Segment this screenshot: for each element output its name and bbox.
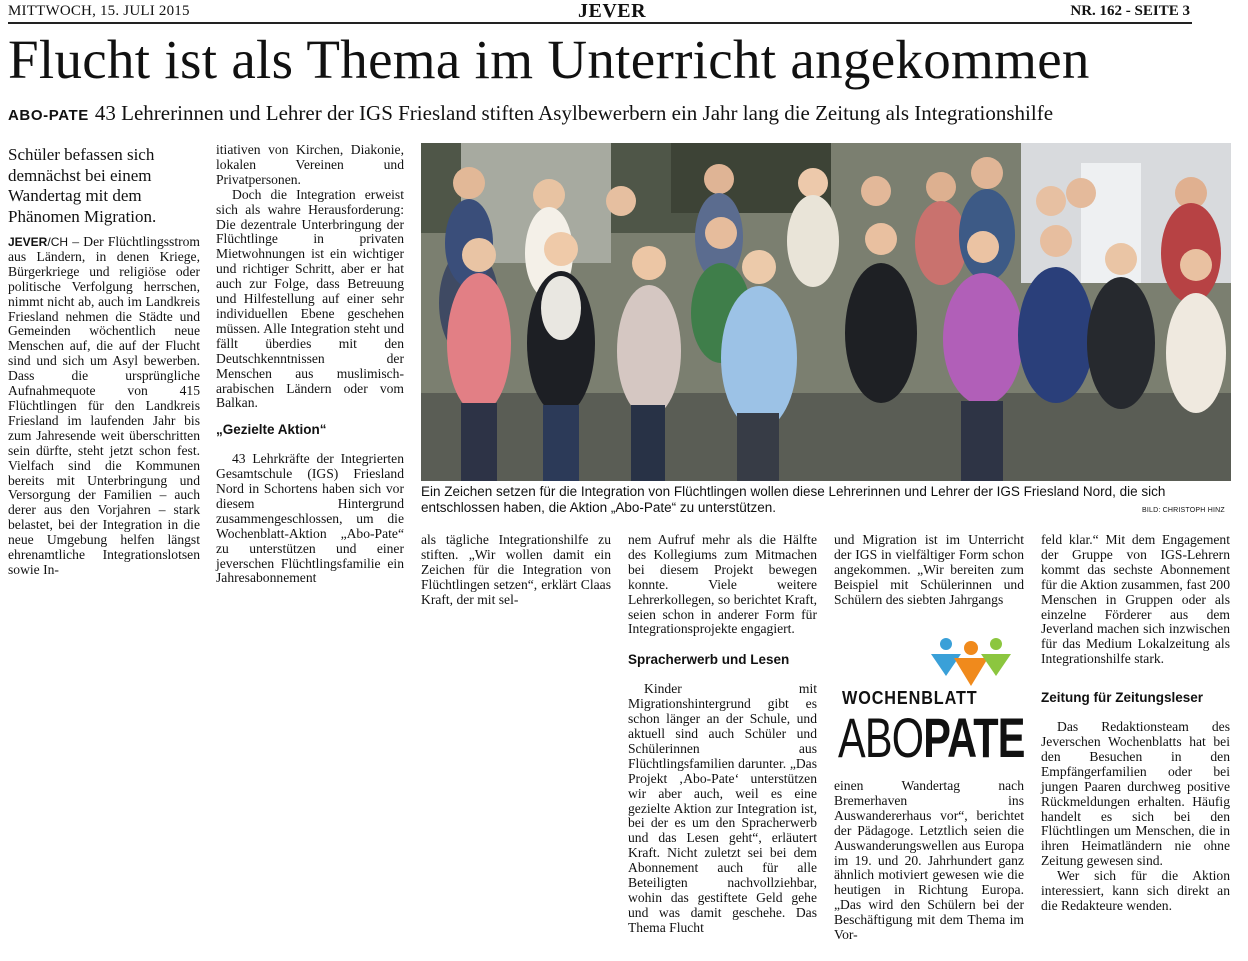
article-column-3 xyxy=(421,533,611,608)
subheading-gezielte-aktion: „Gezielte Aktion“ xyxy=(216,422,327,438)
logo-abo: ABO xyxy=(838,706,924,769)
photo-credit: BILD: CHRISTOPH HINZ xyxy=(1142,507,1225,514)
author-tag: /CH xyxy=(47,235,69,249)
subheading-spracherwerb: Spracherwerb und Lesen xyxy=(628,652,790,668)
col5-text-top: und Migration ist im Unterricht der IGS in vielfältiger Form schon angekommen. „Wir bereiten zum Beispiel mit Schülerinnen und Schülern des siebten Jahrgangs xyxy=(834,532,1024,607)
section-name: JEVER xyxy=(578,0,647,22)
col6-paragraph-3: Wer sich für die Aktion interessiert, kann sich direkt an die Redakteure wenden. xyxy=(1041,868,1230,913)
issue-date: MITTWOCH, 15. JULI 2015 xyxy=(8,3,190,19)
kicker: ABO-PATE xyxy=(8,107,89,124)
col3-text: als tägliche Integrationshilfe zu stiften. „Wir wollen damit ein Zeichen für die Integration von Flüchtlingen setzen“, erklärt Claas Kraft, der mit sel- xyxy=(421,532,611,607)
col4-paragraph-1: nem Aufruf mehr als die Hälfte des Kollegiums zum Mitmachen bei diesem Projekt bewegen konnte. Viele weitere Lehrerkollegen, so berichtet Kraft, seien schon in anderer Form für Integrationsprojekte engagiert. xyxy=(628,532,817,637)
article-column-4 xyxy=(628,533,817,936)
article-column-5-bottom xyxy=(834,779,1024,943)
article-column-5-top xyxy=(834,533,1024,608)
group-photo-illustration xyxy=(421,143,1231,481)
article-column-2 xyxy=(216,143,404,586)
abo-pate-logo xyxy=(836,636,1026,774)
col2-paragraph-3: 43 Lehrkräfte der Integrierten Gesamtschule (IGS) Friesland Nord in Schortens haben sich vor diesem Hintergrund zusammengeschlossen, um die Wochenblatt-Aktion „Abo-Pate“ zu unterstützen und einer jeverschen Flüchtlingsfamilie ein Jahresabonnement xyxy=(216,451,404,586)
teaser: Schüler befassen sich demnächst bei einem Wandertag mit dem Phänomen Migration. xyxy=(8,145,157,226)
subheadline-text: 43 Lehrerinnen und Lehrer der IGS Friesland stiften Asylbewerbern ein Jahr lang die Zeitung als Integrationshilfe xyxy=(94,101,1054,125)
page-number: NR. 162 - SEITE 3 xyxy=(1070,3,1190,19)
figures-icon xyxy=(836,636,1026,694)
article-column-1 xyxy=(8,235,200,578)
col6-paragraph-1: feld klar.“ Mit dem Engagement der Gruppe von IGS-Lehrern kommt das sechste Abonnement für die Aktion zusammen, fast 200 Menschen in Gruppen oder als einzelne Förderer aus dem Jeverland machen sich inzwischen für das Medium Lokalzeitung als Integrationshilfe stark. xyxy=(1041,532,1230,667)
logo-wordmark-small: WOCHENBLATT xyxy=(842,688,978,708)
col5-text-bottom: einen Wandertag nach Bremerhaven ins Auswandererhaus vor“, berichtet der Pädagoge. Letztlich seien die Auswanderungswellen aus Europa im 19. und 20. Jahrhundert ganz ähnlich motiviert gewesen wie die heutigen in Richtung Europa. „Das wird den Schülern bei der Beschäftigung mit dem Thema im Vor- xyxy=(834,778,1024,943)
group-photo xyxy=(421,143,1231,481)
col4-paragraph-2: Kinder mit Migrationshintergrund gibt es schon länger an der Schule, und aktuell sind auch Schüler und Schülerinnen aus Flüchtlingsfamilien darunter. „Das Projekt ‚Abo-Pate‘ unterstützen wir aber auch, weil es eine gezielte Aktion zur Integration ist, bei der es um den Spracherwerb und das Lesen geht“, erläutert Kraft. Nicht zuletzt sei bei dem Abonnement auch für alle Beteiligten nachvollziehbar, wohin das gestiftete Geld gehe und was damit geschehe. Das Thema Flucht xyxy=(628,681,817,935)
headline: Flucht ist als Thema im Unterricht angekommen xyxy=(8,29,1090,90)
col1-text: – Der Flüchtlingsstrom aus Ländern, in denen Kriege, Bürgerkriege und religiöse oder politische Verfolgung herrschen, nimmt nicht ab, auch im Landkreis Friesland nehmen die Städte und Gemeinden wöchentlich neue Menschen auf, die auf der Flucht sind und sich um Asyl bewerben. Dass die ursprüngliche Aufnahmequote von 415 Flüchtlingen für den Landkreis Friesland im laufenden Jahr bis zum Jahresende weit überschritten sein dürfte, steht jetzt schon fest. Vielfach sind die Kommunen bereits mit Unterbringung und Versorgung der Familien – auch derer aus den Vorjahren – stark belastet, bei der Integration in die neue Umgebung helfen längst ehrenamtliche Integrationslotsen sowie In- xyxy=(8,234,200,577)
header-rule xyxy=(8,22,1192,24)
subheading-zeitung: Zeitung für Zeitungsleser xyxy=(1041,690,1204,706)
article-column-6 xyxy=(1041,533,1230,914)
subheadline xyxy=(8,101,1053,126)
logo-pate: PATE xyxy=(923,706,1025,769)
col6-paragraph-2: Das Redaktionsteam des Jeverschen Wochenblatts hat bei den Besuchen in den Empfängerfamilien oder bei jungen Paaren durchweg positive Rückmeldungen erhalten. Häufig handelt es sich bei den Flüchtlingen um Menschen, die in ihren Heimatländern nie ohne Zeitung gewesen sind. xyxy=(1041,719,1230,869)
dateline: JEVER xyxy=(8,235,48,249)
col2-paragraph-1: itiativen von Kirchen, Diakonie, lokalen Vereinen und Privatpersonen. xyxy=(216,142,404,187)
logo-wordmark-big xyxy=(838,708,1025,768)
col2-paragraph-2: Doch die Integration erweist sich als wahre Herausforderung: Die dezentrale Unterbringung der Flüchtlinge in privaten Mietwohnungen ist ein wichtiger und richtiger Schritt, aber er hat auch zur Folge, dass Betreuung und Hilfestellung auf einer sehr individuellen Ebene geschehen müssen. Alle Integration steht und fällt überdies mit den Deutschkenntnissen der Menschen aus muslimisch-arabischen Ländern oder vom Balkan. xyxy=(216,186,404,411)
photo-caption: Ein Zeichen setzen für die Integration von Flüchtlingen wollen diese Lehrerinnen und Lehrer der IGS Friesland Nord, die sich entschlossen haben, die Aktion „Abo-Pate“ zu unterstützen. xyxy=(421,484,1166,515)
